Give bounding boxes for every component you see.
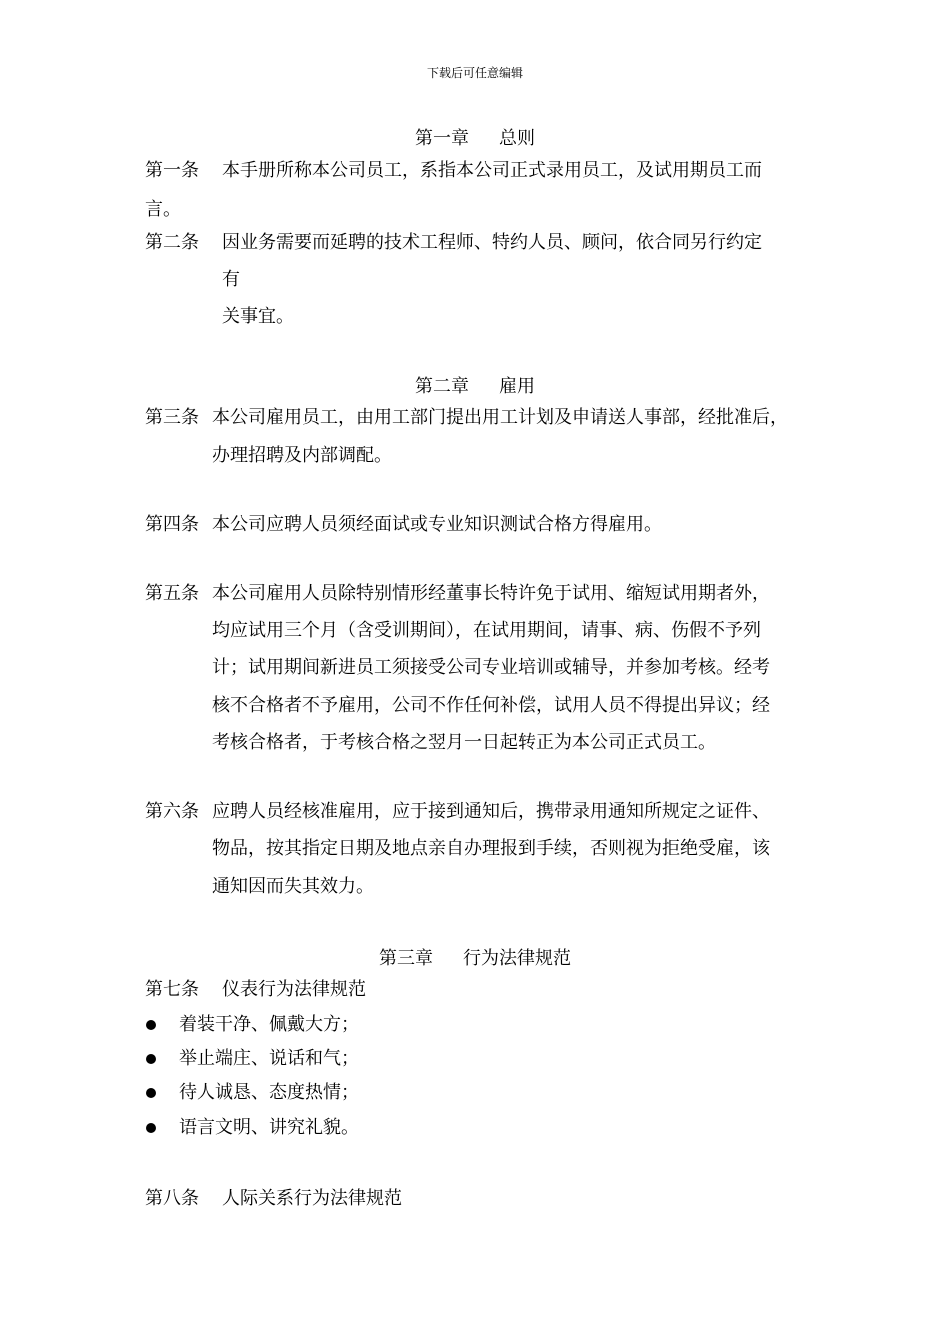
bullet-dot [146, 1088, 156, 1098]
bullet-dot [146, 1123, 156, 1133]
article-text-line: 本公司应聘人员须经面试或专业知识测试合格方得雇用。 [212, 514, 662, 535]
article-label: 第四条 [145, 514, 199, 535]
article-text-line: 本公司雇用人员除特别情形经董事长特许免于试用、缩短试用期者外， [212, 583, 770, 604]
article-label: 第三条 [145, 407, 199, 428]
chapter-number: 第二章 [415, 376, 469, 397]
article-text-line: 有 [222, 269, 240, 290]
chapter-title: 雇用 [499, 376, 535, 397]
article-label: 第七条 [145, 979, 199, 1000]
bullet-item: 语言文明、讲究礼貌。 [179, 1117, 359, 1138]
chapter-title: 总则 [499, 128, 535, 149]
article-text-line: 考核合格者，于考核合格之翌月一日起转正为本公司正式员工。 [212, 732, 716, 753]
page-header: 下载后可任意编辑 [426, 66, 523, 80]
article-text-line: 言。 [145, 199, 181, 220]
chapter-title: 行为法律规范 [463, 948, 571, 969]
article-title: 人际关系行为法律规范 [222, 1188, 402, 1209]
bullet-item: 举止端庄、说话和气； [179, 1048, 359, 1069]
article-text-line: 核不合格者不予雇用，公司不作任何补偿，试用人员不得提出异议；经 [212, 695, 770, 716]
chapter-heading [0, 372, 950, 398]
article-label: 第六条 [145, 801, 199, 822]
article-text-line: 本公司雇用员工，由用工部门提出用工计划及申请送人事部，经批准后， [212, 407, 788, 428]
article-text-line: 关事宜。 [222, 306, 294, 327]
article-text-line: 均应试用三个月（含受训期间），在试用期间，请事、病、伤假不予列 [212, 620, 761, 641]
article-label: 第二条 [145, 232, 199, 253]
article-text-line: 通知因而失其效力。 [212, 876, 374, 897]
chapter-number: 第三章 [379, 948, 433, 969]
article-text-line: 计；试用期间新进员工须接受公司专业培训或辅导，并参加考核。经考 [212, 657, 770, 678]
article-label: 第八条 [145, 1188, 199, 1209]
article-label: 第一条 [145, 160, 199, 181]
bullet-dot [146, 1054, 156, 1064]
article-text-line: 应聘人员经核准雇用，应于接到通知后，携带录用通知所规定之证件、 [212, 801, 770, 822]
article-label: 第五条 [145, 583, 199, 604]
chapter-heading [0, 944, 950, 970]
article-title: 仪表行为法律规范 [222, 979, 366, 1000]
bullet-item: 待人诚恳、态度热情； [179, 1082, 359, 1103]
chapter-heading [0, 124, 950, 150]
bullet-dot [146, 1020, 156, 1030]
article-text-line: 本手册所称本公司员工，系指本公司正式录用员工，及试用期员工而 [222, 160, 762, 181]
article-text-line: 物品，按其指定日期及地点亲自办理报到手续，否则视为拒绝受雇，该 [212, 838, 770, 859]
article-text-line: 办理招聘及内部调配。 [212, 445, 392, 466]
article-text-line: 因业务需要而延聘的技术工程师、特约人员、顾问，依合同另行约定 [222, 232, 762, 253]
bullet-item: 着装干净、佩戴大方； [179, 1014, 359, 1035]
chapter-number: 第一章 [415, 128, 469, 149]
